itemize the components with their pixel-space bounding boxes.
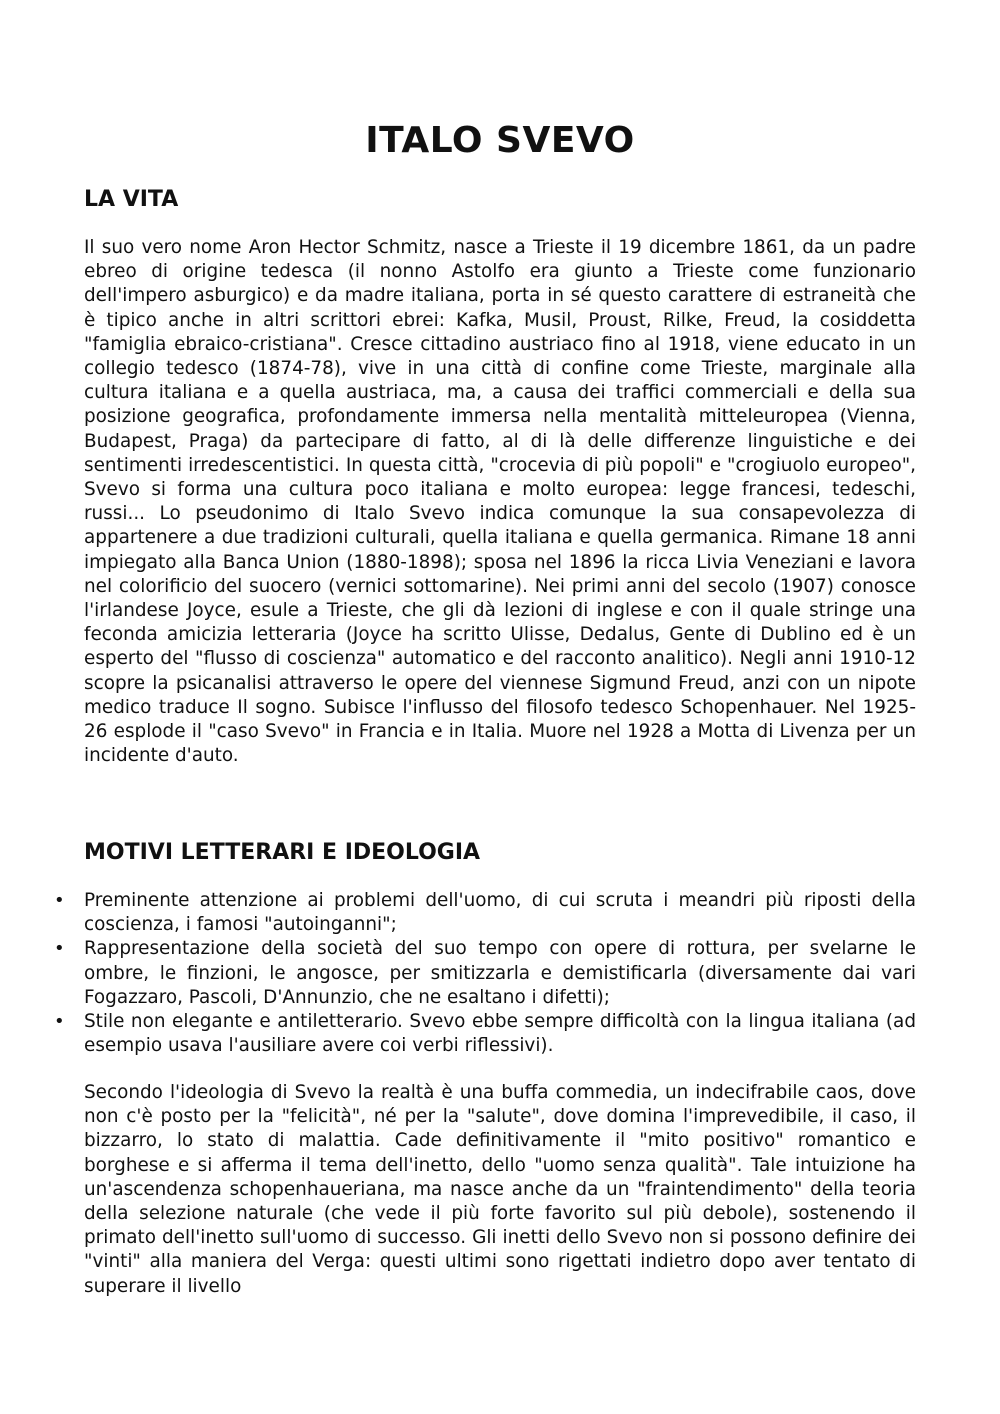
list-item-text: Preminente attenzione ai problemi dell'uomo, di cui scruta i meandri più riposti della coscienza, i famosi "autoinganni"; [84,890,916,936]
list-item [54,889,916,937]
bullet-icon: • [54,938,65,960]
section-heading-vita: LA VITA [84,187,179,212]
list-item [54,937,916,1010]
list-item-text: Rappresentazione della società del suo tempo con opere di rottura, per svelarne le ombre, le finzioni, le angosce, per smitizzarla e demistificarla (diversamente dai vari Fogazzaro, Pascoli, D'Annunzio, che ne esaltano i difetti); [84,938,916,1008]
list-item-text: Stile non elegante e antiletterario. Svevo ebbe sempre difficoltà con la lingua italiana (ad esempio usava l'ausiliare avere coi verbi riflessivi). [84,1011,916,1057]
ideologia-paragraph: Secondo l'ideologia di Svevo la realtà è una buffa commedia, un indecifrabile caos, dove non c'è posto per la "felicità", né per la "salute", dove domina l'imprevedibile, il caso, il bizzarro, lo stato di malattia. Cade definitivamente il "mito positivo" romantico e borghese e si afferma il tema dell'inetto, dello "uomo senza qualità". Tale intuizione ha un'ascendenza schopenhaueriana, ma nasce anche da un "fraintendimento" della teoria della selezione naturale (che vede il più forte favorito sul più debole), sostenendo il primato dell'inetto sull'uomo di successo. Gli inetti dello Svevo non si possono definire dei "vinti" alla maniera del Verga: questi ultimi sono rigettati indietro dopo aver tentato di superare il livello [84,1082,916,1297]
bullet-icon: • [54,1011,65,1033]
document-title: ITALO SVEVO [365,120,635,161]
list-item [54,1010,916,1058]
motivi-bullet-list [54,889,916,1058]
vita-paragraph: Il suo vero nome Aron Hector Schmitz, nasce a Trieste il 19 dicembre 1861, da un padre ebreo di origine tedesca (il nonno Astolfo era giunto a Trieste come funzionario dell'impero asburgico) e da madre italiana, porta in sé questo carattere di estraneità che è tipico anche in altri scrittori ebrei: Kafka, Musil, Proust, Rilke, Freud, la cosiddetta "famiglia ebraico-cristiana". Cresce cittadino austriaco fino al 1918, viene educato in un collegio tedesco (1874-78), vive in una città di confine come Trieste, marginale alla cultura italiana e a quella austriaca, ma, a causa dei traffici commerciali e della sua posizione geografica, profondamente immersa nella mentalità mitteleuropea (Vienna, Budapest, Praga) da partecipare di fatto, al di là delle differenze linguistiche e dei sentimenti irredescentistici. In questa città, "crocevia di più popoli" e "crogiuolo europeo", Svevo si forma una cultura poco italiana e molto europea: legge francesi, tedeschi, russi... Lo pseudonimo di Italo Svevo indica comunque la sua consapevolezza di appartenere a due tradizioni culturali, quella italiana e quella germanica. Rimane 18 anni impiegato alla Banca Union (1880-1898); sposa nel 1896 la ricca Livia Veneziani e lavora nel colorificio del suocero (vernici sottomarine). Nei primi anni del secolo (1907) conosce l'irlandese Joyce, esule a Trieste, che gli dà lezioni di inglese e con il quale stringe una feconda amicizia letteraria (Joyce ha scritto Ulisse, Dedalus, Gente di Dublino ed è un esperto del "flusso di coscienza" automatico e del racconto analitico). Negli anni 1910-12 scopre la psicanalisi attraverso le opere del viennese Sigmund Freud, anzi con un nipote medico traduce Il sogno. Subisce l'influsso del filosofo tedesco Schopenhauer. Nel 1925-26 esplode il "caso Svevo" in Francia e in Italia. Muore nel 1928 a Motta di Livenza per un incidente d'auto. [84,237,916,767]
bullet-icon: • [54,890,65,911]
section-heading-motivi: MOTIVI LETTERARI E IDEOLOGIA [84,840,481,865]
